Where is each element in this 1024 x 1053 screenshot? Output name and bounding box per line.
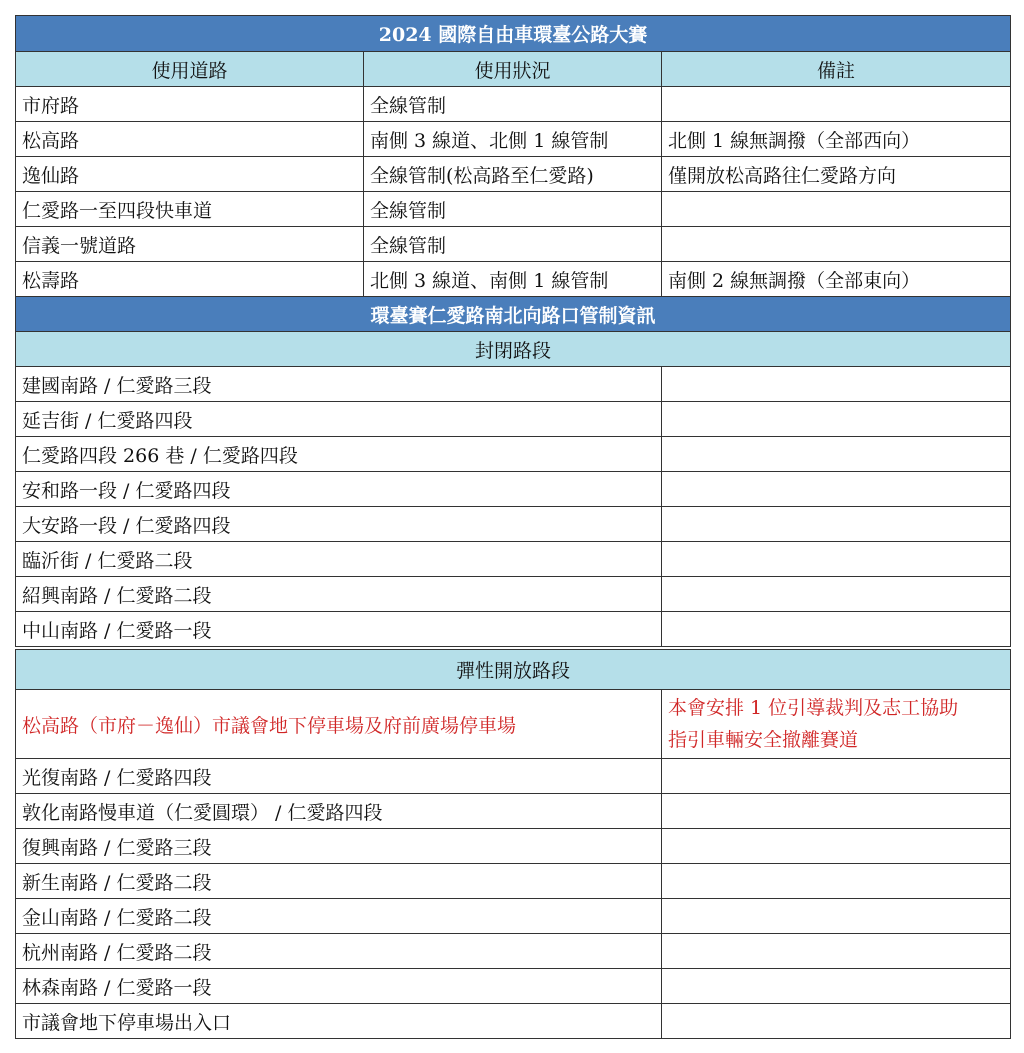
empty-note-cell <box>662 969 1010 1003</box>
closed-road-cell: 建國南路 / 仁愛路三段 <box>16 367 662 401</box>
table-row <box>15 472 1011 507</box>
road-cell: 逸仙路 <box>16 157 364 191</box>
empty-note-cell <box>662 899 1010 933</box>
closed-roads-heading: 封閉路段 <box>16 332 1010 366</box>
flexible-roads-heading: 彈性開放路段 <box>16 650 1010 689</box>
column-header-road: 使用道路 <box>16 52 364 86</box>
closed-road-cell: 大安路一段 / 仁愛路四段 <box>16 507 662 541</box>
table-row <box>15 759 1011 794</box>
main-title-row <box>15 15 1011 52</box>
flex-road-cell: 市議會地下停車場出入口 <box>16 1004 662 1038</box>
empty-note-cell <box>662 402 1010 436</box>
road-cell: 仁愛路一至四段快車道 <box>16 192 364 226</box>
empty-note-cell <box>662 507 1010 541</box>
empty-note-cell <box>662 794 1010 828</box>
empty-note-cell <box>662 612 1010 646</box>
column-header-row <box>15 52 1011 87</box>
table-row <box>15 437 1011 472</box>
table-row-highlight <box>15 690 1011 759</box>
flex-special-road-cell: 松高路（市府－逸仙）市議會地下停車場及府前廣場停車場 <box>16 690 662 758</box>
empty-note-cell <box>662 367 1010 401</box>
empty-note-cell <box>662 542 1010 576</box>
table-row <box>15 934 1011 969</box>
status-cell: 全線管制 <box>364 87 662 121</box>
empty-note-cell <box>662 864 1010 898</box>
flex-heading-row <box>15 649 1011 690</box>
table-row <box>15 969 1011 1004</box>
closed-road-cell: 安和路一段 / 仁愛路四段 <box>16 472 662 506</box>
empty-note-cell <box>662 1004 1010 1038</box>
flex-special-note-line2: 指引車輛安全撤離賽道 <box>668 729 859 751</box>
flex-road-cell: 林森南路 / 仁愛路一段 <box>16 969 662 1003</box>
main-title: 2024 國際自由車環臺公路大賽 <box>16 16 1010 51</box>
status-cell: 北側 3 線道、南側 1 線管制 <box>364 262 662 296</box>
flex-special-note-cell <box>662 690 1010 758</box>
note-cell <box>662 87 1010 121</box>
road-cell: 信義一號道路 <box>16 227 364 261</box>
empty-note-cell <box>662 934 1010 968</box>
section-title: 環臺賽仁愛路南北向路口管制資訊 <box>16 297 1010 331</box>
flex-road-cell: 杭州南路 / 仁愛路二段 <box>16 934 662 968</box>
table-row <box>15 829 1011 864</box>
table-row <box>15 402 1011 437</box>
flex-special-note-line1: 本會安排 1 位引導裁判及志工協助 <box>668 697 959 719</box>
table-row <box>15 262 1011 297</box>
column-header-status: 使用狀況 <box>364 52 662 86</box>
table-row <box>15 192 1011 227</box>
status-cell: 全線管制(松高路至仁愛路) <box>364 157 662 191</box>
empty-note-cell <box>662 829 1010 863</box>
note-cell: 北側 1 線無調撥（全部西向） <box>668 129 921 152</box>
note-cell: 僅開放松高路往仁愛路方向 <box>668 164 897 187</box>
flex-road-cell: 敦化南路慢車道（仁愛圓環） / 仁愛路四段 <box>16 794 662 828</box>
table-row <box>15 794 1011 829</box>
road-cell: 市府路 <box>16 87 364 121</box>
road-cell: 松壽路 <box>16 262 364 296</box>
closed-road-cell: 仁愛路四段 266 巷 / 仁愛路四段 <box>16 437 662 471</box>
table-row <box>15 899 1011 934</box>
note-cell <box>662 227 1010 261</box>
note-cell <box>662 192 1010 226</box>
table-row <box>15 122 1011 157</box>
column-header-note: 備註 <box>662 52 1010 86</box>
empty-note-cell <box>662 759 1010 793</box>
status-cell: 全線管制 <box>364 192 662 226</box>
table-row <box>15 1004 1011 1039</box>
table-row <box>15 612 1011 647</box>
table-row <box>15 157 1011 192</box>
road-control-table <box>15 15 1011 1039</box>
flex-road-cell: 金山南路 / 仁愛路二段 <box>16 899 662 933</box>
section-title-row <box>15 297 1011 332</box>
empty-note-cell <box>662 577 1010 611</box>
table-row <box>15 87 1011 122</box>
table-row <box>15 227 1011 262</box>
table-row <box>15 507 1011 542</box>
empty-note-cell <box>662 472 1010 506</box>
table-row <box>15 577 1011 612</box>
table-row <box>15 542 1011 577</box>
closed-road-cell: 臨沂街 / 仁愛路二段 <box>16 542 662 576</box>
flex-road-cell: 新生南路 / 仁愛路二段 <box>16 864 662 898</box>
flex-road-cell: 光復南路 / 仁愛路四段 <box>16 759 662 793</box>
closed-road-cell: 紹興南路 / 仁愛路二段 <box>16 577 662 611</box>
closed-road-cell: 延吉街 / 仁愛路四段 <box>16 402 662 436</box>
table-row <box>15 367 1011 402</box>
note-cell: 南側 2 線無調撥（全部東向） <box>668 269 921 292</box>
road-cell: 松高路 <box>16 122 364 156</box>
table-row <box>15 864 1011 899</box>
closed-road-cell: 中山南路 / 仁愛路一段 <box>16 612 662 646</box>
status-cell: 南側 3 線道、北側 1 線管制 <box>364 122 662 156</box>
status-cell: 全線管制 <box>364 227 662 261</box>
empty-note-cell <box>662 437 1010 471</box>
closed-heading-row <box>15 332 1011 367</box>
flex-road-cell: 復興南路 / 仁愛路三段 <box>16 829 662 863</box>
